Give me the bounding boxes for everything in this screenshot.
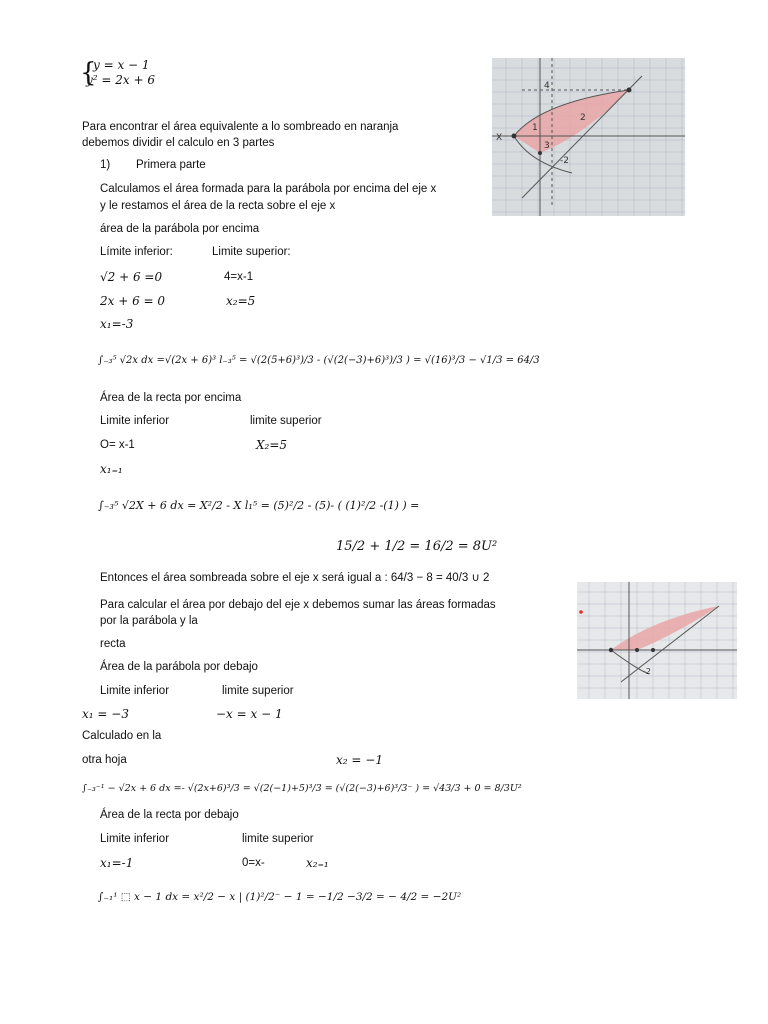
conclusion-above: Entonces el área sombreada sobre el eje x será igual a : 64/3 − 8 = 40/3 ∪ 2	[100, 572, 490, 584]
p1-eq-f: O= x-1	[100, 439, 135, 451]
part2-desc-3: recta	[100, 638, 126, 650]
intro-line-1: Para encontrar el área equivalente a lo sombreado en naranja	[82, 121, 399, 133]
part1-desc-1: Calculamos el área formada para la parábola por encima del eje x	[100, 183, 437, 195]
line-above-heading: Área de la recta por encima	[100, 392, 242, 404]
p1-eq-c: 2x + 6 = 0	[100, 294, 166, 308]
p2-calc-1: Calculado en la	[82, 730, 162, 742]
p2-eq-c: x₂ = −1	[336, 753, 383, 767]
p1-lower-label-2: Limite inferior	[100, 415, 170, 427]
p1-lower-label: Límite inferior:	[100, 246, 173, 258]
p2-eq-f: x₂₌₁	[306, 856, 329, 870]
photo1-label-r1: 1	[532, 123, 538, 133]
p1-eq-g: X₂=5	[256, 438, 288, 452]
p2-lower-label: Limite inferior	[100, 685, 170, 697]
p1-eq-e: x₁=-3	[100, 317, 134, 331]
graph-photo-2	[577, 582, 737, 699]
p1-eq-a: √2 + 6 =0	[100, 270, 163, 284]
p2-upper-label-2: limite superior	[242, 833, 314, 845]
part2-desc-2: por la parábola y la	[100, 615, 198, 627]
photo1-label-r2: 2	[580, 113, 586, 123]
p1-eq-b: 4=x-1	[224, 271, 254, 283]
system-brace: {	[80, 58, 97, 88]
photo1-label-neg: -2	[560, 156, 569, 166]
p2-lower-label-2: Limite inferior	[100, 833, 170, 845]
photo1-label-y: 4	[544, 81, 550, 91]
system-eq2: y² = 2x + 6	[86, 73, 155, 87]
graph-photo-1	[492, 58, 685, 216]
p2-eq-b: −x = x − 1	[216, 707, 283, 721]
p1-eq-h: x₁₌₁	[100, 462, 123, 476]
part2-desc-1: Para calcular el área por debajo del eje x debemos sumar las áreas formadas	[100, 599, 496, 611]
integral-1: ∫₋₃⁵ √2x dx =√(2x + 6)³ l₋₃⁵ = √(2(5+6)³)/3 - (√(2(−3)+6)³)/3 ) = √(16)³/3 − √1/3 = 64/3	[98, 355, 540, 366]
result-2: 15/2 + 1/2 = 16/2 = 8U²	[336, 539, 498, 554]
line-below-heading: Área de la recta por debajo	[100, 809, 239, 821]
p2-eq-d: x₁=-1	[100, 856, 134, 870]
p1-eq-d: x₂=5	[226, 294, 256, 308]
part1-number: 1)	[100, 159, 111, 171]
integral-4: ∫₋₁¹ ⬚ x − 1 dx = x²/2 − x | (1)²/2⁻ − 1 = −1/2 −3/2 = − 4/2 = −2U²	[98, 891, 462, 903]
p2-eq-e: 0=x-	[242, 857, 265, 869]
system-eq1: y = x − 1	[93, 58, 150, 72]
integral-3: ∫₋₃⁻¹ − √2x + 6 dx =- √(2x+6)³/3 = √(2(−1)+5)³/3 = (√(2(−3)+6)³/3⁻ ) = √43/3 + 0 = 8/3U²	[82, 783, 522, 794]
parabola-above-heading: área de la parábola por encima	[100, 223, 260, 235]
photo1-label-r3: 3	[544, 141, 550, 151]
photo2-label-neg: -2	[643, 667, 651, 676]
p2-upper-label: limite superior	[222, 685, 294, 697]
intro-line-2: debemos dividir el calculo en 3 partes	[82, 137, 275, 149]
photo1-label-x: X	[496, 133, 503, 143]
part1-title: Primera parte	[136, 159, 206, 171]
p2-eq-a: x₁ = −3	[82, 707, 129, 721]
integral-2: ∫₋₃⁵ √2X + 6 dx = X²/2 - X l₁⁵ = (5)²/2 - (5)- ( (1)²/2 -(1) ) =	[98, 499, 420, 512]
p1-upper-label-2: limite superior	[250, 415, 322, 427]
parabola-below-heading: Área de la parábola por debajo	[100, 661, 258, 673]
p2-calc-2: otra hoja	[82, 754, 127, 766]
part1-desc-2: y le restamos el área de la recta sobre el eje x	[100, 200, 336, 212]
p1-upper-label: Limite superior:	[212, 246, 291, 258]
